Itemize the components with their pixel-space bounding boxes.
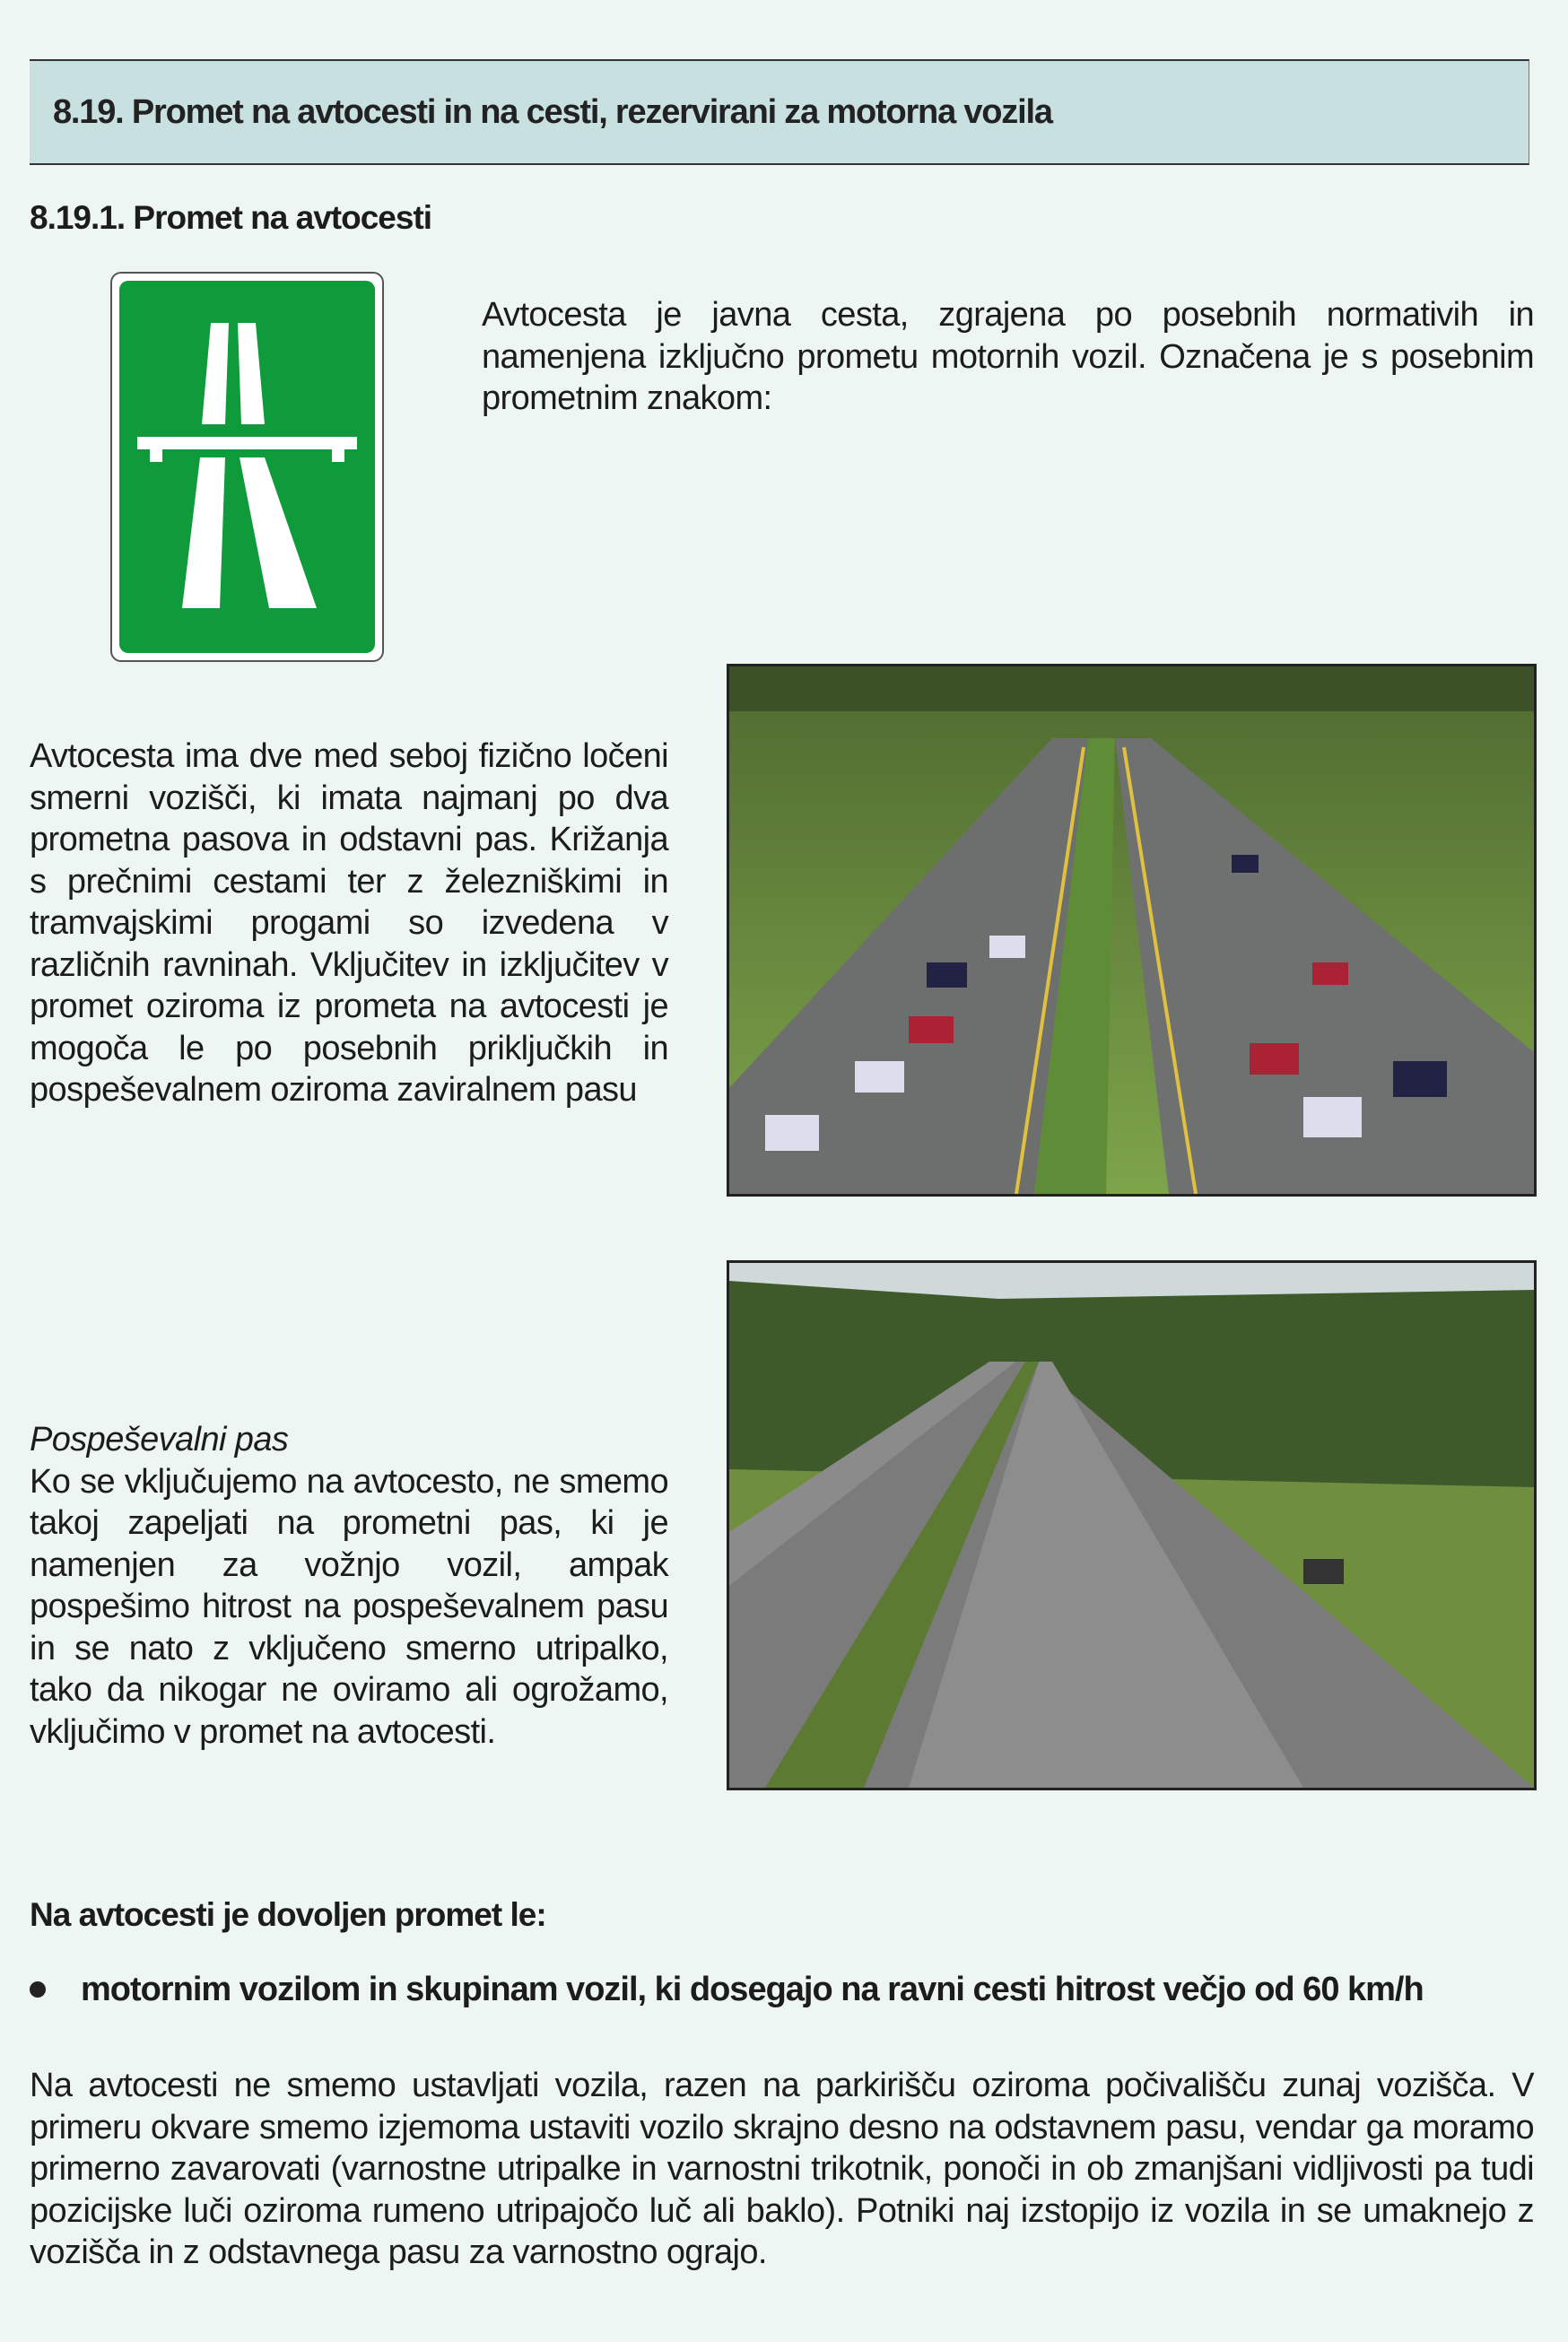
acceleration-lane-heading: Pospeševalni pas [30, 1421, 289, 1458]
motorway-photo-acceleration-lane [727, 1260, 1537, 1790]
bullet-icon [30, 1981, 46, 1998]
section-title: 8.19. Promet na avtocesti in na cesti, rezervirani za motorna vozila [53, 93, 1052, 131]
allowed-heading: Na avtocesti je dovoljen promet le: [30, 1896, 546, 1933]
subsection-title: 8.19.1. Promet na avtocesti [30, 199, 432, 236]
acceleration-lane-section [30, 1419, 668, 1753]
description-paragraph: Avtocesta ima dve med seboj fizično ločeni smerni vozišči, ki imata najmanj po dva prometna pasova in odstavni pas. Križanja s prečnimi cestami ter z železniškimi in tramvajskimi progami so izvedena v različnih ravninah. Vključitev in izključitev v promet oziroma iz prometa na avtocesti je mogoča le po posebnih priključkih in pospeševalnem oziroma zaviralnem pasu [30, 737, 668, 1109]
acceleration-lane-text: Ko se vključujemo na avtocesto, ne smemo takoj zapeljati na prometni pas, ki je namenjen za vožnjo vozil, ampak pospešimo hitrost na pospeševalnem pasu in se nato z vključeno smerno utripalko, tako da nikogar ne oviramo ali ogrožamo, vključimo v promet na avtocesti. [30, 1462, 668, 1751]
motorway-sign-icon [110, 272, 384, 662]
motorway-photo-traffic [727, 664, 1537, 1197]
intro-paragraph: Avtocesta je javna cesta, zgrajena po posebnih normativih in namenjena izključno prometu motornih vozil. Označena je s posebnim prometnim znakom: [482, 296, 1534, 417]
stopping-paragraph: Na avtocesti ne smemo ustavljati vozila, razen na parkirišču oziroma počivališču zunaj vozišča. V primeru okvare smemo izjemoma ustaviti vozilo skrajno desno na odstavnem pasu, vendar ga moramo primerno zavarovati (varnostne utripalke in varnostni trikotnik, ponoči in ob zmanjšani vidljivosti pa tudi pozicijske luči oziroma rumeno utripajočo luč ali baklo). Potniki naj izstopijo iz vozila in se umaknejo z vozišča in z odstavnega pasu za varnostno ograjo. [30, 2067, 1534, 2271]
allowed-item: motornim vozilom in skupinam vozil, ki dosegajo na ravni cesti hitrost večjo od 60 km/h [81, 1971, 1424, 2008]
section-header [30, 59, 1529, 165]
